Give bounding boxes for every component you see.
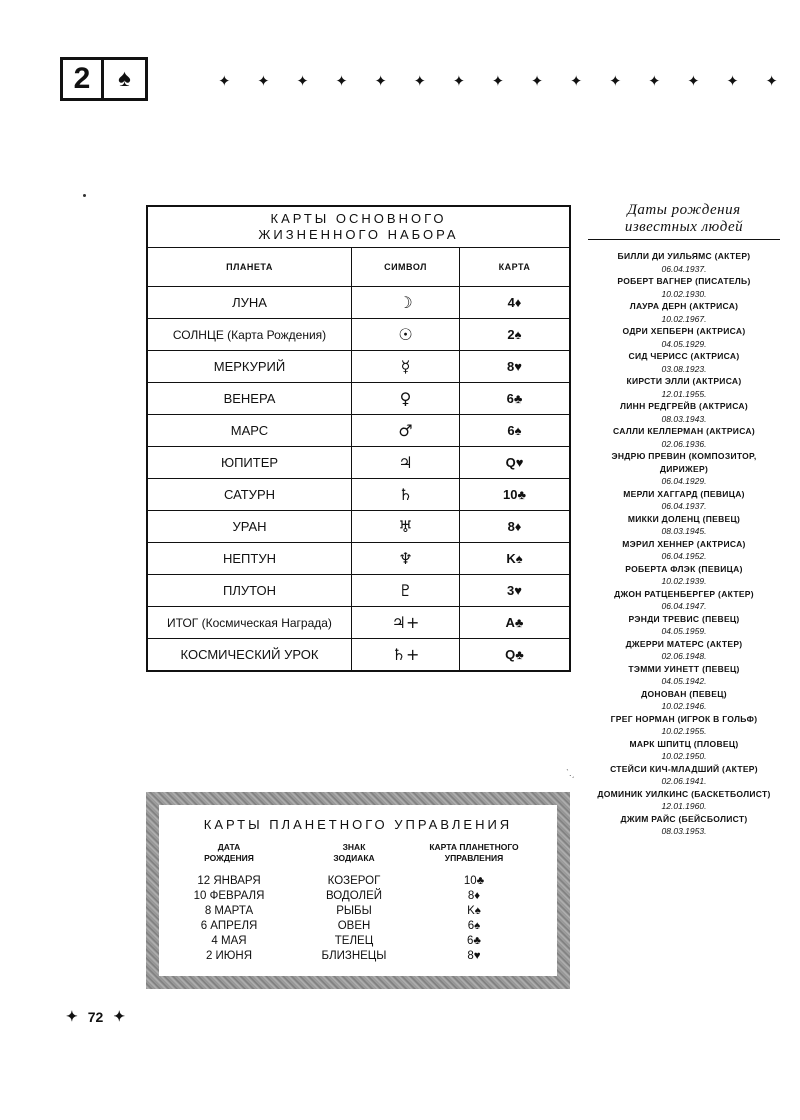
col-zodiac-line2: ЗОДИАКА	[333, 853, 375, 863]
list-item	[588, 250, 780, 275]
star-icon: ✦	[335, 73, 348, 90]
col-birth-date-header	[159, 842, 299, 864]
birth-date: 12 ЯНВАРЯ	[197, 875, 261, 887]
ruling-card: 8♥	[467, 950, 481, 962]
planetary-ruling-title: КАРТЫ ПЛАНЕТНОГО УПРАВЛЕНИЯ	[203, 817, 513, 832]
table-row	[147, 607, 570, 639]
celebrity-birth-date: 08.03.1953.	[661, 826, 707, 836]
list-item	[588, 663, 780, 688]
card-value: 6♠	[460, 415, 571, 447]
celebrity-birth-date: 12.01.1960.	[661, 801, 707, 811]
col-zodiac-header	[299, 842, 409, 864]
celebrity-birth-date: 04.05.1929.	[661, 338, 707, 349]
planet-symbol: ♃+	[352, 607, 460, 639]
celebrity-name: ОДРИ ХЕПБЕРН (АКТРИСА)	[622, 326, 746, 336]
planet-name: ЮПИТЕР	[147, 447, 352, 479]
sidebar-title-line1: Даты рождения	[627, 202, 741, 218]
card-value: A♣	[460, 607, 571, 639]
celebrity-name: ТЭММИ УИНЕТТ (ПЕВЕЦ)	[628, 663, 740, 674]
celebrity-name: МИККИ ДОЛЕНЦ (ПЕВЕЦ)	[627, 513, 741, 524]
print-speck	[83, 194, 86, 197]
celebrity-birth-date: 06.04.1937.	[661, 263, 707, 274]
planet-symbol: ☉	[352, 319, 460, 351]
list-item	[588, 738, 780, 763]
star-icon: ✦	[530, 73, 544, 90]
star-icon: ✦	[491, 73, 505, 90]
celebrity-name: ЭНДРЮ ПРЕВИН (КОМПОЗИТОР, ДИРИЖЕР)	[611, 451, 757, 474]
planet-name: ВЕНЕРА	[147, 383, 352, 415]
list-item	[588, 788, 780, 813]
planetary-ruling-box	[146, 792, 570, 989]
card-value: 6♣	[460, 383, 571, 415]
celebrity-birth-date: 10.02.1946.	[661, 701, 707, 711]
celebrity-birth-date: 02.06.1948.	[661, 651, 707, 661]
col-zodiac-line1: ЗНАК	[342, 842, 366, 852]
celebrity-birth-date: 02.06.1936.	[661, 438, 707, 449]
list-item	[588, 688, 780, 713]
planetary-ruling-header	[159, 842, 557, 864]
zodiac-sign: ВОДОЛЕЙ	[325, 890, 383, 902]
table-row	[147, 575, 570, 607]
table-row	[147, 351, 570, 383]
celebrity-name: ДЖИМ РАЙС (БЕЙСБОЛИСТ)	[620, 813, 748, 824]
card-value: 10♣	[460, 479, 571, 511]
list-item	[588, 713, 780, 738]
print-speck: ˋ.ˏ	[566, 768, 575, 778]
star-icon: ✦	[374, 73, 387, 90]
celebrity-birth-date: 06.04.1929.	[661, 476, 707, 486]
celebrity-name: РОБЕРТ ВАГНЕР (ПИСАТЕЛЬ)	[617, 276, 751, 286]
ruling-card: 10♣	[463, 875, 485, 887]
planetary-ruling-rows	[159, 874, 557, 964]
list-item	[588, 588, 780, 613]
star-icon: ✦	[608, 73, 622, 90]
page-footer	[66, 1008, 125, 1025]
star-icon: ✦	[648, 73, 661, 90]
planet-name: ПЛУТОН	[147, 575, 352, 607]
list-item	[588, 375, 780, 400]
celebrity-birth-date: 10.02.1967.	[661, 313, 707, 324]
celebrity-name: МАРК ШПИТЦ (ПЛОВЕЦ)	[629, 738, 739, 749]
planet-name: МАРС	[147, 415, 352, 447]
celebrity-birth-date: 08.03.1945.	[661, 526, 707, 536]
list-item	[588, 613, 780, 638]
planet-name: ИТОГ (Космическая Награда)	[147, 607, 352, 639]
ruling-card: 6♠	[467, 920, 481, 932]
table-row	[147, 543, 570, 575]
birth-date: 4 МАЯ	[211, 935, 247, 947]
table-row	[147, 639, 570, 672]
sidebar-title-line2: известных людей	[624, 219, 744, 235]
celebrity-name: МЭРИЛ ХЕННЕР (АКТРИСА)	[622, 538, 746, 549]
star-icon: ✦	[66, 1008, 78, 1024]
list-item	[588, 350, 780, 375]
celebrity-name: СИД ЧЕРИСС (АКТРИСА)	[628, 351, 740, 361]
list-item	[588, 425, 780, 450]
list-item	[588, 763, 780, 788]
table-title-line1: КАРТЫ ОСНОВНОГО	[270, 211, 447, 226]
star-icon: ✦	[296, 73, 309, 90]
celebrity-name: БИЛЛИ ДИ УИЛЬЯМС (АКТЕР)	[617, 251, 751, 261]
ruling-card: 6♣	[467, 935, 481, 947]
birth-date: 6 АПРЕЛЯ	[200, 920, 258, 932]
celebrity-birth-date: 02.06.1941.	[661, 776, 707, 786]
ruling-card: K♠	[467, 905, 481, 917]
table-row	[159, 934, 557, 949]
table-row	[159, 949, 557, 964]
table-row	[147, 479, 570, 511]
star-icon: ✦	[413, 73, 427, 90]
planet-symbol: ☽	[352, 287, 460, 319]
col-birth-date-line2: РОЖДЕНИЯ	[204, 853, 254, 863]
spade-icon: ♠	[104, 57, 148, 101]
col-birth-date-line1: ДАТА	[217, 842, 241, 852]
celebrity-name: ЛАУРА ДЕРН (АКТРИСА)	[629, 301, 739, 311]
col-planet-header: ПЛАНЕТА	[147, 248, 352, 287]
table-row	[147, 415, 570, 447]
planet-name: УРАН	[147, 511, 352, 543]
planet-name: МЕРКУРИЙ	[147, 351, 352, 383]
celebrity-birth-date: 06.04.1952.	[661, 551, 707, 561]
planet-name: КОСМИЧЕСКИЙ УРОК	[147, 639, 352, 672]
planet-symbol: ☿	[352, 351, 460, 383]
planet-name: НЕПТУН	[147, 543, 352, 575]
celebrity-birth-date: 04.05.1942.	[661, 676, 707, 686]
list-item	[588, 538, 780, 563]
page-number: 72	[87, 1008, 104, 1025]
star-icon: ✦	[687, 73, 700, 90]
card-value: Q♥	[460, 447, 571, 479]
card-number: 2	[60, 57, 104, 101]
col-symbol-header: СИМВОЛ	[352, 248, 460, 287]
star-icon: ✦	[569, 73, 583, 90]
planetary-ruling-panel	[159, 805, 557, 976]
birth-date: 2 ИЮНЯ	[205, 950, 253, 962]
celebrity-name: ДЖЕРРИ МАТЕРС (АКТЕР)	[625, 638, 743, 649]
star-icon: ✦	[452, 73, 466, 90]
col-card-header: КАРТА	[460, 248, 571, 287]
list-item	[588, 275, 780, 300]
card-value: Q♣	[460, 639, 571, 672]
table-row	[159, 889, 557, 904]
col-ruling-card-line2: УПРАВЛЕНИЯ	[444, 853, 504, 863]
celebrity-birth-date: 06.04.1947.	[661, 601, 707, 611]
celebrity-name: МЕРЛИ ХАГГАРД (ПЕВИЦА)	[623, 488, 745, 499]
star-icon: ✦	[218, 73, 231, 90]
planet-symbol: ♄	[352, 479, 460, 511]
card-value: 3♥	[460, 575, 571, 607]
star-icon: ✦	[765, 73, 778, 90]
planet-symbol: ♅	[352, 511, 460, 543]
zodiac-sign: ОВЕН	[337, 920, 371, 932]
star-icon: ✦	[726, 73, 739, 90]
celebrity-name: РЭНДИ ТРЕВИС (ПЕВЕЦ)	[628, 613, 740, 624]
table-row	[147, 511, 570, 543]
table-title	[147, 206, 570, 248]
list-item	[588, 813, 780, 838]
list-item	[588, 450, 780, 488]
list-item	[588, 563, 780, 588]
zodiac-sign: БЛИЗНЕЦЫ	[321, 950, 387, 962]
list-item	[588, 400, 780, 425]
celebrity-birth-date: 06.04.1937.	[661, 501, 707, 511]
list-item	[588, 513, 780, 538]
table-row	[147, 447, 570, 479]
card-value: K♠	[460, 543, 571, 575]
celebrity-name: ГРЕГ НОРМАН (ИГРОК В ГОЛЬФ)	[610, 713, 758, 724]
card-value: 8♦	[460, 511, 571, 543]
table-row	[159, 874, 557, 889]
table-row	[147, 319, 570, 351]
planet-name: САТУРН	[147, 479, 352, 511]
planetary-ruling-grid	[159, 842, 557, 964]
col-ruling-card-line1: КАРТА ПЛАНЕТНОГО	[429, 842, 519, 852]
planet-symbol: ♀	[352, 383, 460, 415]
celebrity-birthdays	[588, 202, 780, 838]
celebrity-birth-date: 04.05.1959.	[661, 626, 707, 636]
planet-name: ЛУНА	[147, 287, 352, 319]
celebrity-birth-date: 10.02.1930.	[661, 288, 707, 299]
celebrity-name: СТЕЙСИ КИЧ-МЛАДШИЙ (АКТЕР)	[610, 763, 758, 774]
celebrity-name: ЛИНН РЕДГРЕЙВ (АКТРИСА)	[619, 401, 748, 411]
zodiac-sign: КОЗЕРОГ	[327, 875, 381, 887]
celebrity-birth-date: 10.02.1955.	[661, 726, 707, 736]
star-icon: ✦	[257, 73, 270, 90]
celebrity-name: ДОМИНИК УИЛКИНС (БАСКЕТБОЛИСТ)	[597, 788, 771, 799]
planet-symbol: ♇	[352, 575, 460, 607]
planet-symbol: ♂	[352, 415, 460, 447]
celebrity-name: ДЖОН РАТЦЕНБЕРГЕР (АКТЕР)	[614, 588, 754, 599]
sidebar-title	[588, 202, 780, 240]
planet-symbol: ♆	[352, 543, 460, 575]
table-row	[147, 383, 570, 415]
celebrity-name: ДОНОВАН (ПЕВЕЦ)	[641, 688, 727, 699]
zodiac-sign: РЫБЫ	[336, 905, 372, 917]
card-value: 2♠	[460, 319, 571, 351]
celebrity-birth-date: 10.02.1950.	[661, 751, 707, 761]
table-row	[159, 919, 557, 934]
birth-date: 8 МАРТА	[204, 905, 254, 917]
card-badge	[60, 57, 148, 101]
celebrity-birth-date: 12.01.1955.	[661, 388, 707, 399]
life-spread-table	[146, 205, 571, 672]
list-item	[588, 325, 780, 350]
planet-symbol: ♄+	[352, 639, 460, 672]
celebrity-birth-date: 08.03.1943.	[661, 413, 707, 424]
decorative-stars	[218, 72, 778, 90]
star-icon: ✦	[113, 1008, 126, 1024]
planet-symbol: ♃	[352, 447, 460, 479]
card-value: 4♦	[460, 287, 571, 319]
table-title-line2: ЖИЗНЕННОГО НАБОРА	[258, 227, 459, 242]
celebrity-name: САЛЛИ КЕЛЛЕРМАН (АКТРИСА)	[612, 426, 756, 436]
ruling-card: 8♦	[467, 890, 481, 902]
celebrity-birth-date: 10.02.1939.	[661, 576, 707, 586]
list-item	[588, 300, 780, 325]
planet-name: СОЛНЦЕ (Карта Рождения)	[147, 319, 352, 351]
celebrity-birth-date: 03.08.1923.	[661, 363, 707, 374]
celebrity-name: КИРСТИ ЭЛЛИ (АКТРИСА)	[626, 376, 742, 386]
celebrity-name: РОБЕРТА ФЛЭК (ПЕВИЦА)	[625, 563, 743, 574]
card-value: 8♥	[460, 351, 571, 383]
list-item	[588, 488, 780, 513]
table-row	[159, 904, 557, 919]
table-row	[147, 287, 570, 319]
birth-date: 10 ФЕВРАЛЯ	[193, 890, 265, 902]
zodiac-sign: ТЕЛЕЦ	[334, 935, 374, 947]
list-item	[588, 638, 780, 663]
celebrity-list	[588, 250, 780, 838]
col-ruling-card-header	[409, 842, 539, 864]
